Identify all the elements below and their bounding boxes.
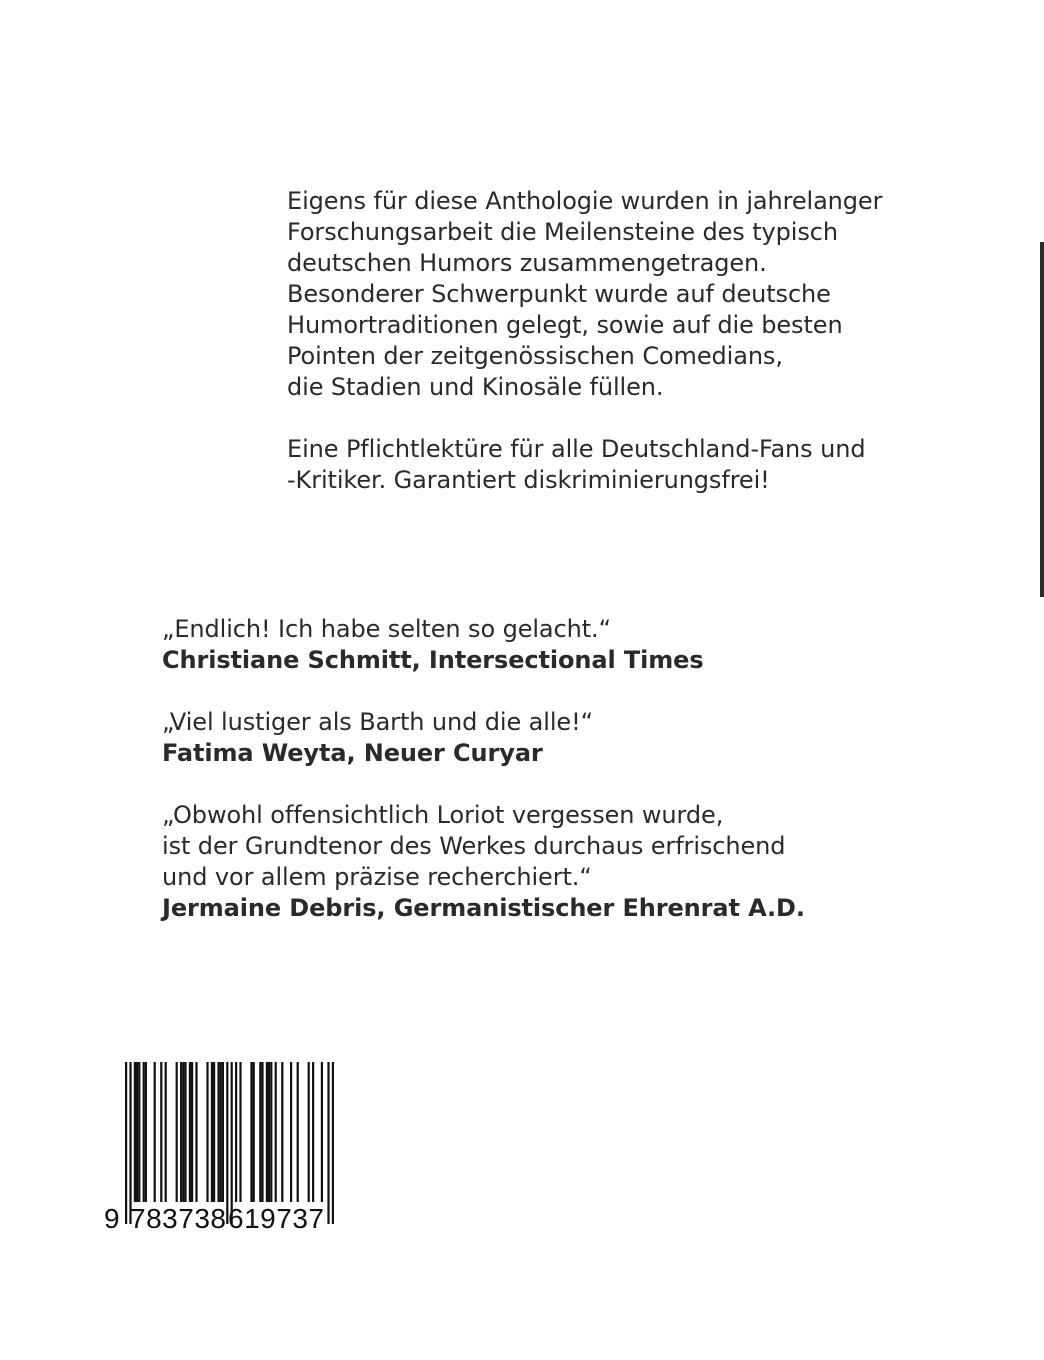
barcode-bar: [281, 1062, 283, 1202]
barcode-bar: [134, 1062, 136, 1202]
barcode-bar: [125, 1062, 127, 1224]
blurb-line: Besonderer Schwerpunkt wurde auf deutsche: [287, 280, 831, 308]
blurb-line: Eigens für diese Anthologie wurden in jahrelanger: [287, 187, 883, 215]
barcode-bar: [268, 1062, 270, 1202]
blurb: [287, 186, 937, 496]
barcode-bar: [261, 1062, 263, 1202]
blurb-line: Eine Pflichtlektüre für alle Deutschland-Fans und: [287, 435, 866, 463]
barcode-bar: [191, 1062, 193, 1202]
review-quote: „Endlich! Ich habe selten so gelacht.“: [162, 615, 611, 643]
blurb-line: die Stadien und Kinosäle füllen.: [287, 373, 664, 401]
review: [162, 707, 942, 769]
review-author: Jermaine Debris, Germanistischer Ehrenrat A.D.: [162, 894, 805, 922]
barcode-bar: [143, 1062, 145, 1202]
barcode-bar: [176, 1062, 178, 1202]
barcode-first-digit: 9: [104, 1203, 120, 1234]
barcode-bar: [189, 1062, 191, 1202]
barcode-bar: [129, 1062, 131, 1224]
barcode-bar: [250, 1062, 252, 1202]
barcode-bar: [195, 1062, 197, 1202]
barcode-bar: [184, 1062, 186, 1202]
barcode-bar: [165, 1062, 167, 1202]
barcode-bar: [308, 1062, 310, 1202]
review-quote: ist der Grundtenor des Werkes durchaus erfrischend: [162, 832, 786, 860]
barcode-bar: [220, 1062, 222, 1202]
edge-mark: [1040, 242, 1044, 597]
barcode-graphic: [100, 1058, 340, 1238]
review-quote: und vor allem präzise recherchiert.“: [162, 863, 592, 891]
barcode-bar: [312, 1062, 314, 1202]
barcode-bar: [332, 1062, 334, 1224]
barcode-bar: [136, 1062, 138, 1202]
barcode-right-digits: 619737: [228, 1203, 324, 1234]
review-quote: „Viel lustiger als Barth und die alle!“: [162, 708, 593, 736]
isbn-barcode: [100, 1058, 340, 1238]
barcode-bar: [275, 1062, 277, 1202]
review: [162, 800, 942, 924]
barcode-bar: [213, 1062, 215, 1202]
barcode-bar: [321, 1062, 323, 1202]
barcode-bar: [182, 1062, 184, 1202]
blurb-line: Humortraditionen gelegt, sowie auf die besten: [287, 311, 843, 339]
barcode-left-digits: 783738: [130, 1203, 226, 1234]
barcode-bar: [231, 1062, 233, 1224]
barcode-bar: [217, 1062, 219, 1202]
barcode-bar: [154, 1062, 156, 1202]
barcode-bar: [226, 1062, 228, 1224]
barcode-bar: [222, 1062, 224, 1202]
barcode-bar: [145, 1062, 147, 1202]
barcode-bar: [206, 1062, 208, 1202]
blurb-paragraph-1: [287, 186, 937, 403]
barcode-bar: [239, 1062, 241, 1202]
barcode-bars: [125, 1062, 334, 1224]
blurb-line: Pointen der zeitgenössischen Comedians,: [287, 342, 783, 370]
blurb-paragraph-2: [287, 434, 937, 496]
blurb-line: -Kritiker. Garantiert diskriminierungsfrei!: [287, 466, 770, 494]
review-author: Fatima Weyta, Neuer Curyar: [162, 739, 543, 767]
barcode-bar: [235, 1062, 237, 1202]
barcode-bar: [259, 1062, 261, 1202]
barcode-bar: [180, 1062, 182, 1202]
barcode-bar: [327, 1062, 329, 1224]
review-author: Christiane Schmitt, Intersectional Times: [162, 646, 704, 674]
review-quote: „Obwohl offensichtlich Loriot vergessen wurde,: [162, 801, 724, 829]
blurb-line: deutschen Humors zusammengetragen.: [287, 249, 767, 277]
barcode-bar: [297, 1062, 299, 1202]
barcode-bar: [253, 1062, 255, 1202]
barcode-bar: [211, 1062, 213, 1202]
barcode-bar: [270, 1062, 272, 1202]
barcode-bar: [138, 1062, 140, 1202]
blurb-line: Forschungsarbeit die Meilensteine des typisch: [287, 218, 838, 246]
barcode-bar: [290, 1062, 292, 1202]
barcode-bar: [160, 1062, 162, 1202]
barcode-bar: [266, 1062, 268, 1202]
reviews: [162, 614, 942, 955]
review: [162, 614, 942, 676]
